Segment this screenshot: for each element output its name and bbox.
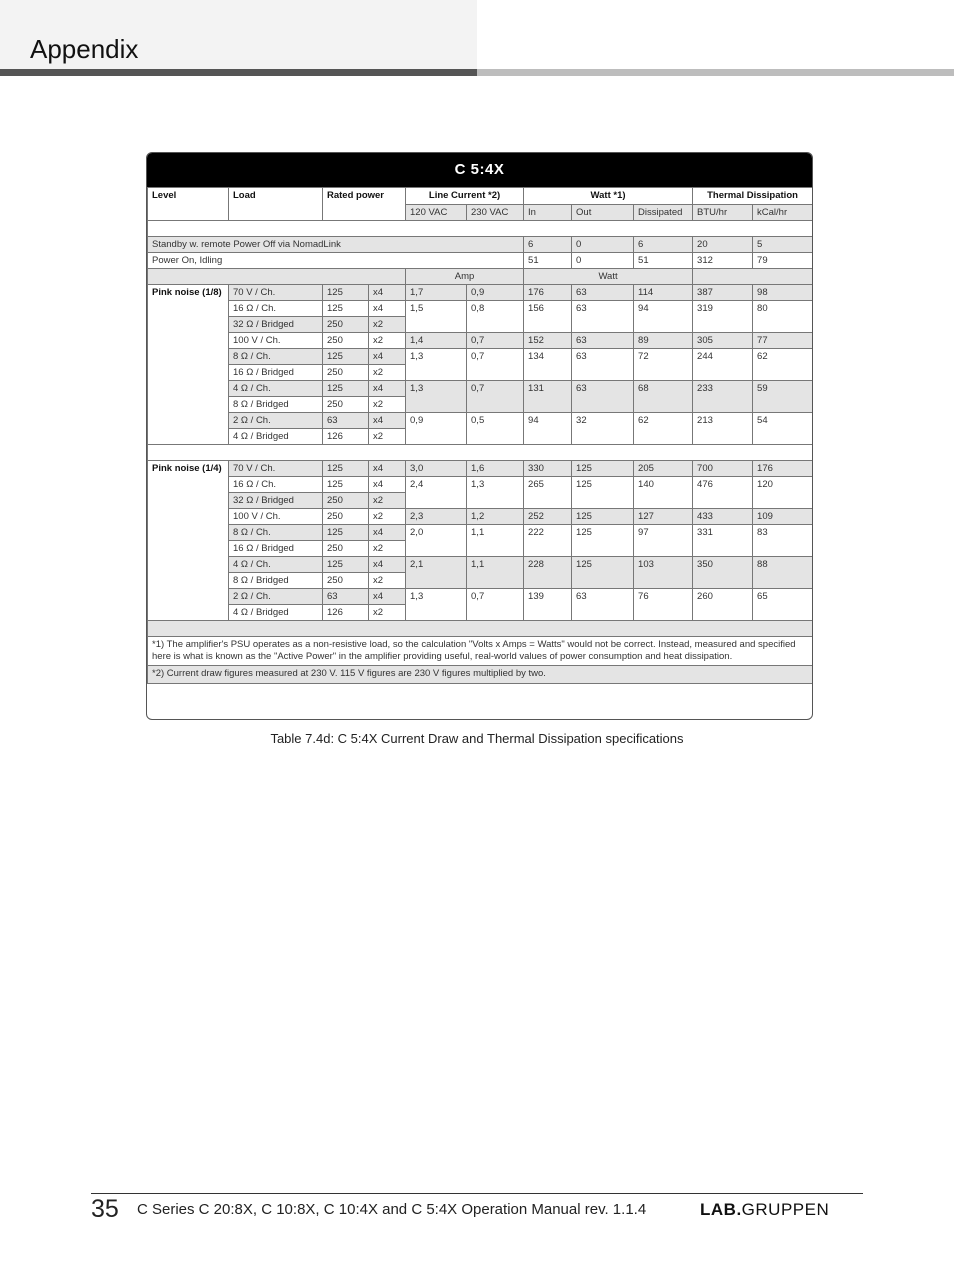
idle-label: Power On, Idling xyxy=(148,253,524,269)
value-a230: 0,7 xyxy=(467,349,524,381)
value-a120: 1,3 xyxy=(406,381,467,413)
value-a230: 0,7 xyxy=(467,333,524,349)
rated-power-cell: 125 xyxy=(323,557,369,573)
col-subheader-vac230: 230 VAC xyxy=(467,205,524,221)
load-cell: 32 Ω / Bridged xyxy=(229,493,323,509)
header-rule-light xyxy=(477,69,954,76)
value-btu: 260 xyxy=(693,589,753,621)
load-cell: 70 V / Ch. xyxy=(229,461,323,477)
value-diss: 97 xyxy=(634,525,693,557)
group-spacer xyxy=(148,445,813,461)
multiplier-cell: x2 xyxy=(369,333,406,349)
value-kcal: 77 xyxy=(753,333,813,349)
value-kcal: 54 xyxy=(753,413,813,445)
load-cell: 16 Ω / Bridged xyxy=(229,541,323,557)
value-in: 222 xyxy=(524,525,572,557)
value-btu: 233 xyxy=(693,381,753,413)
idle-kcal: 79 xyxy=(753,253,813,269)
units-blank xyxy=(148,269,406,285)
col-subheader-vac120: 120 VAC xyxy=(406,205,467,221)
units-amp: Amp xyxy=(406,269,524,285)
standby-btu: 20 xyxy=(693,237,753,253)
value-in: 265 xyxy=(524,477,572,509)
multiplier-cell: x2 xyxy=(369,605,406,621)
value-a120: 0,9 xyxy=(406,413,467,445)
value-btu: 213 xyxy=(693,413,753,445)
value-diss: 89 xyxy=(634,333,693,349)
value-out: 63 xyxy=(572,589,634,621)
value-in: 176 xyxy=(524,285,572,301)
multiplier-cell: x2 xyxy=(369,509,406,525)
value-kcal: 65 xyxy=(753,589,813,621)
value-a230: 1,2 xyxy=(467,509,524,525)
footnote-1: *1) The amplifier's PSU operates as a non-resistive load, so the calculation "Volts x Amps = Watts" would not be correct. Instead, measured and specified here is what is known as the "Active Power" in the amplifier providing useful, real-world values of power consumption and heat dissipation. xyxy=(148,637,813,666)
rated-power-cell: 125 xyxy=(323,525,369,541)
value-diss: 205 xyxy=(634,461,693,477)
rated-power-cell: 250 xyxy=(323,397,369,413)
load-cell: 16 Ω / Ch. xyxy=(229,477,323,493)
value-a120: 2,0 xyxy=(406,525,467,557)
col-subheader-btu: BTU/hr xyxy=(693,205,753,221)
col-header-level: Level xyxy=(148,188,229,221)
standby-kcal: 5 xyxy=(753,237,813,253)
value-out: 125 xyxy=(572,557,634,589)
spec-table xyxy=(147,187,813,684)
value-btu: 305 xyxy=(693,333,753,349)
value-out: 63 xyxy=(572,285,634,301)
value-btu: 700 xyxy=(693,461,753,477)
value-in: 330 xyxy=(524,461,572,477)
value-diss: 127 xyxy=(634,509,693,525)
value-in: 134 xyxy=(524,349,572,381)
col-header-load: Load xyxy=(229,188,323,221)
col-subheader-dissipated: Dissipated xyxy=(634,205,693,221)
value-in: 228 xyxy=(524,557,572,589)
value-kcal: 176 xyxy=(753,461,813,477)
multiplier-cell: x4 xyxy=(369,301,406,317)
rated-power-cell: 250 xyxy=(323,493,369,509)
rated-power-cell: 125 xyxy=(323,461,369,477)
multiplier-cell: x2 xyxy=(369,397,406,413)
value-a230: 1,3 xyxy=(467,477,524,509)
value-out: 32 xyxy=(572,413,634,445)
footnote-2: *2) Current draw figures measured at 230 V. 115 V figures are 230 V figures multiplied by two. xyxy=(148,666,813,684)
load-cell: 8 Ω / Bridged xyxy=(229,397,323,413)
load-cell: 4 Ω / Ch. xyxy=(229,557,323,573)
value-btu: 350 xyxy=(693,557,753,589)
value-a120: 2,1 xyxy=(406,557,467,589)
value-a120: 2,3 xyxy=(406,509,467,525)
header-rule-dark xyxy=(0,69,477,76)
table-banner: C 5:4X xyxy=(147,153,812,187)
load-cell: 2 Ω / Ch. xyxy=(229,589,323,605)
logo-gruppen-text: GRUPPEN xyxy=(741,1200,830,1219)
col-subheader-out: Out xyxy=(572,205,634,221)
standby-dissipated: 6 xyxy=(634,237,693,253)
value-a120: 2,4 xyxy=(406,477,467,509)
footer-manual-title: C Series C 20:8X, C 10:8X, C 10:4X and C 5:4X Operation Manual rev. 1.1.4 xyxy=(137,1201,647,1218)
value-diss: 62 xyxy=(634,413,693,445)
rated-power-cell: 63 xyxy=(323,413,369,429)
value-diss: 140 xyxy=(634,477,693,509)
multiplier-cell: x4 xyxy=(369,477,406,493)
idle-in: 51 xyxy=(524,253,572,269)
multiplier-cell: x2 xyxy=(369,493,406,509)
value-a230: 0,7 xyxy=(467,381,524,413)
value-btu: 387 xyxy=(693,285,753,301)
value-kcal: 120 xyxy=(753,477,813,509)
rated-power-cell: 250 xyxy=(323,333,369,349)
value-a230: 1,6 xyxy=(467,461,524,477)
multiplier-cell: x2 xyxy=(369,317,406,333)
page-title: Appendix xyxy=(30,34,139,64)
value-a120: 1,4 xyxy=(406,333,467,349)
value-diss: 72 xyxy=(634,349,693,381)
load-cell: 2 Ω / Ch. xyxy=(229,413,323,429)
value-btu: 331 xyxy=(693,525,753,557)
rated-power-cell: 63 xyxy=(323,589,369,605)
value-a120: 3,0 xyxy=(406,461,467,477)
multiplier-cell: x2 xyxy=(369,429,406,445)
value-btu: 476 xyxy=(693,477,753,509)
rated-power-cell: 250 xyxy=(323,541,369,557)
load-cell: 32 Ω / Bridged xyxy=(229,317,323,333)
multiplier-cell: x4 xyxy=(369,525,406,541)
value-out: 63 xyxy=(572,333,634,349)
rated-power-cell: 250 xyxy=(323,365,369,381)
brand-logo xyxy=(700,1201,829,1218)
standby-in: 6 xyxy=(524,237,572,253)
value-kcal: 59 xyxy=(753,381,813,413)
load-cell: 8 Ω / Ch. xyxy=(229,525,323,541)
col-subheader-kcal: kCal/hr xyxy=(753,205,813,221)
rated-power-cell: 125 xyxy=(323,349,369,365)
value-a230: 1,1 xyxy=(467,557,524,589)
logo-lab-text: LAB. xyxy=(700,1200,742,1219)
value-out: 125 xyxy=(572,477,634,509)
value-kcal: 88 xyxy=(753,557,813,589)
level-label: Pink noise (1/8) xyxy=(148,285,229,445)
multiplier-cell: x4 xyxy=(369,381,406,397)
value-a230: 1,1 xyxy=(467,525,524,557)
value-a120: 1,7 xyxy=(406,285,467,301)
value-a120: 1,3 xyxy=(406,589,467,621)
value-in: 139 xyxy=(524,589,572,621)
rated-power-cell: 250 xyxy=(323,573,369,589)
value-a120: 1,5 xyxy=(406,301,467,333)
load-cell: 16 Ω / Ch. xyxy=(229,301,323,317)
value-out: 125 xyxy=(572,509,634,525)
value-diss: 114 xyxy=(634,285,693,301)
rated-power-cell: 125 xyxy=(323,285,369,301)
spec-table-frame xyxy=(146,152,813,720)
page-number: 35 xyxy=(91,1195,119,1223)
col-header-thermal: Thermal Dissipation xyxy=(693,188,813,205)
multiplier-cell: x2 xyxy=(369,541,406,557)
units-watt: Watt xyxy=(524,269,693,285)
value-btu: 244 xyxy=(693,349,753,381)
load-cell: 100 V / Ch. xyxy=(229,509,323,525)
col-header-rated-power: Rated power xyxy=(323,188,406,221)
value-in: 131 xyxy=(524,381,572,413)
value-a230: 0,7 xyxy=(467,589,524,621)
value-kcal: 83 xyxy=(753,525,813,557)
value-diss: 68 xyxy=(634,381,693,413)
value-kcal: 80 xyxy=(753,301,813,333)
rated-power-cell: 125 xyxy=(323,477,369,493)
load-cell: 8 Ω / Bridged xyxy=(229,573,323,589)
footer-rule xyxy=(91,1193,863,1194)
load-cell: 70 V / Ch. xyxy=(229,285,323,301)
rated-power-cell: 250 xyxy=(323,317,369,333)
idle-btu: 312 xyxy=(693,253,753,269)
units-blank-thermal xyxy=(693,269,813,285)
value-out: 63 xyxy=(572,349,634,381)
rated-power-cell: 126 xyxy=(323,429,369,445)
group-spacer xyxy=(148,621,813,637)
load-cell: 100 V / Ch. xyxy=(229,333,323,349)
value-a230: 0,8 xyxy=(467,301,524,333)
multiplier-cell: x4 xyxy=(369,589,406,605)
col-header-line-current: Line Current *2) xyxy=(406,188,524,205)
col-subheader-in: In xyxy=(524,205,572,221)
value-kcal: 62 xyxy=(753,349,813,381)
multiplier-cell: x4 xyxy=(369,349,406,365)
value-kcal: 109 xyxy=(753,509,813,525)
value-in: 156 xyxy=(524,301,572,333)
value-a230: 0,5 xyxy=(467,413,524,445)
col-header-watt: Watt *1) xyxy=(524,188,693,205)
load-cell: 8 Ω / Ch. xyxy=(229,349,323,365)
value-diss: 103 xyxy=(634,557,693,589)
rated-power-cell: 125 xyxy=(323,381,369,397)
value-in: 152 xyxy=(524,333,572,349)
multiplier-cell: x4 xyxy=(369,285,406,301)
rated-power-cell: 250 xyxy=(323,509,369,525)
rated-power-cell: 126 xyxy=(323,605,369,621)
value-diss: 94 xyxy=(634,301,693,333)
multiplier-cell: x4 xyxy=(369,557,406,573)
value-diss: 76 xyxy=(634,589,693,621)
standby-out: 0 xyxy=(572,237,634,253)
multiplier-cell: x2 xyxy=(369,365,406,381)
value-kcal: 98 xyxy=(753,285,813,301)
value-btu: 319 xyxy=(693,301,753,333)
load-cell: 4 Ω / Ch. xyxy=(229,381,323,397)
value-btu: 433 xyxy=(693,509,753,525)
multiplier-cell: x2 xyxy=(369,573,406,589)
idle-out: 0 xyxy=(572,253,634,269)
multiplier-cell: x4 xyxy=(369,413,406,429)
value-a230: 0,9 xyxy=(467,285,524,301)
spacer-row xyxy=(148,221,813,237)
standby-label: Standby w. remote Power Off via NomadLink xyxy=(148,237,524,253)
load-cell: 4 Ω / Bridged xyxy=(229,429,323,445)
rated-power-cell: 125 xyxy=(323,301,369,317)
value-out: 63 xyxy=(572,381,634,413)
value-out: 125 xyxy=(572,461,634,477)
value-in: 252 xyxy=(524,509,572,525)
multiplier-cell: x4 xyxy=(369,461,406,477)
table-caption: Table 7.4d: C 5:4X Current Draw and Thermal Dissipation specifications xyxy=(270,731,684,746)
idle-dissipated: 51 xyxy=(634,253,693,269)
value-out: 63 xyxy=(572,301,634,333)
load-cell: 16 Ω / Bridged xyxy=(229,365,323,381)
value-a120: 1,3 xyxy=(406,349,467,381)
load-cell: 4 Ω / Bridged xyxy=(229,605,323,621)
level-label: Pink noise (1/4) xyxy=(148,461,229,621)
value-out: 125 xyxy=(572,525,634,557)
value-in: 94 xyxy=(524,413,572,445)
